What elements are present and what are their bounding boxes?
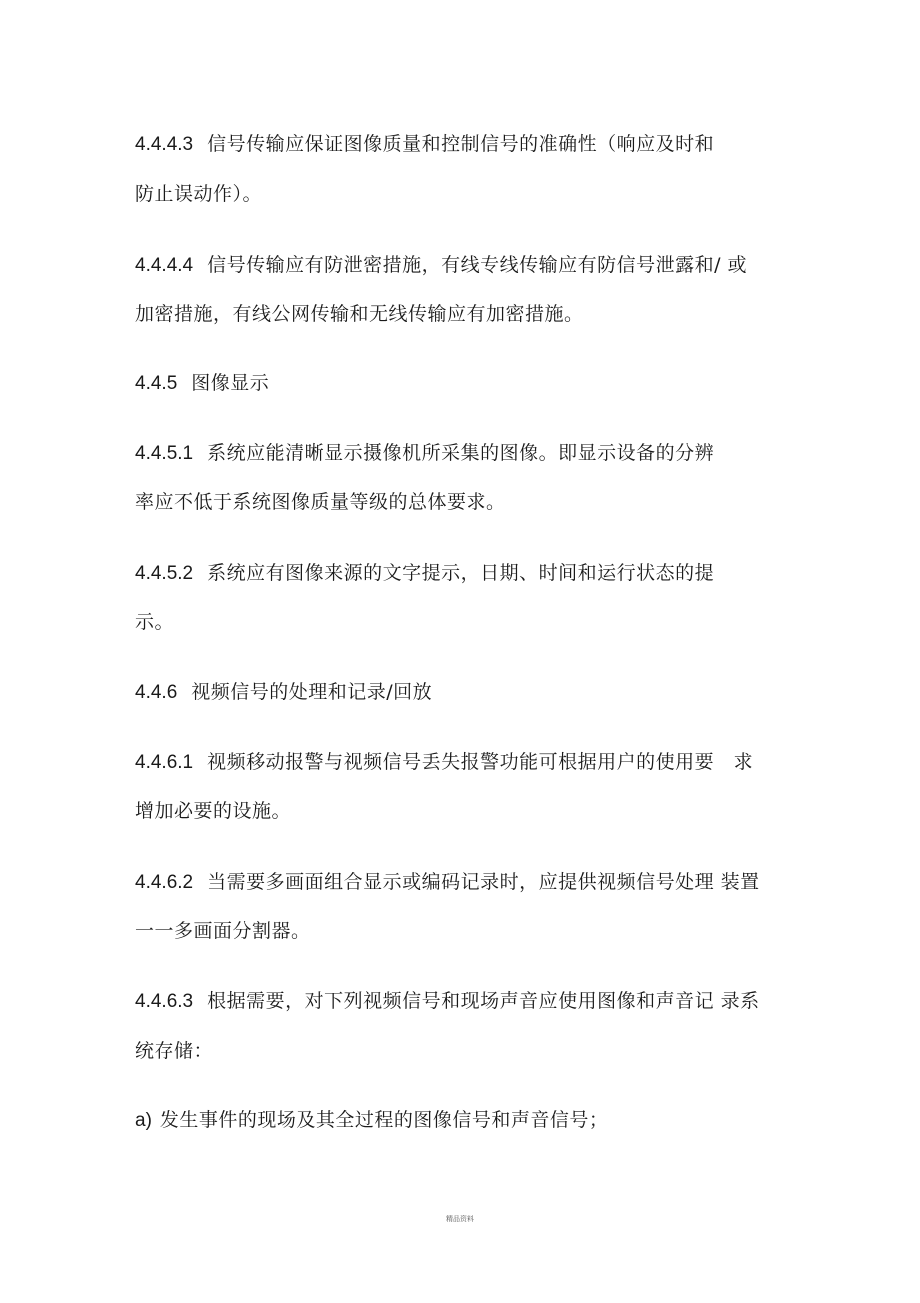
paragraph-text: 系统应有图像来源的文字提示，日期、时间和运行状态的提 xyxy=(207,562,715,584)
heading-4-4-5 xyxy=(135,370,269,397)
paragraph-text: 信号传输应保证图像质量和控制信号的准确性（响应及时和 xyxy=(207,133,715,155)
section-number: 4.4.5.1 xyxy=(135,443,194,464)
section-number: 4.4.6 xyxy=(135,682,178,703)
paragraph-text: 系统应能清晰显示摄像机所采集的图像。即显示设备的分辨 xyxy=(207,442,715,464)
paragraph-4-4-5-1-line2: 率应不低于系统图像质量等级的总体要求。 xyxy=(135,491,506,513)
section-number: 4.4.6.1 xyxy=(135,752,194,773)
list-item-text: 发生事件的现场及其全过程的图像信号和声音信号； xyxy=(159,1109,609,1131)
paragraph-text: 当需要多画面组合显示或编码记录时，应提供视频信号处理 装置 xyxy=(207,871,760,893)
list-marker: a) xyxy=(135,1110,152,1131)
paragraph-4-4-4-3-line1 xyxy=(135,131,714,158)
paragraph-4-4-6-3-line2: 统存储： xyxy=(135,1040,214,1062)
paragraph-4-4-5-1-line1 xyxy=(135,440,714,467)
paragraph-4-4-4-3-line2: 防止误动作）。 xyxy=(135,183,263,205)
paragraph-4-4-4-4-line2: 加密措施，有线公网传输和无线传输应有加密措施。 xyxy=(135,303,584,325)
paragraph-4-4-6-1-line1 xyxy=(135,749,753,776)
paragraph-4-4-5-2-line1 xyxy=(135,560,714,587)
section-number: 4.4.5 xyxy=(135,373,178,394)
paragraph-4-4-5-2-line2: 示。 xyxy=(135,611,175,633)
section-number: 4.4.6.2 xyxy=(135,872,194,893)
paragraph-text: 视频移动报警与视频信号丢失报警功能可根据用户的使用要 求 xyxy=(207,751,754,773)
section-number: 4.4.4.3 xyxy=(135,134,194,155)
paragraph-text: 根据需要，对下列视频信号和现场声音应使用图像和声音记 录系 xyxy=(207,990,760,1012)
paragraph-4-4-6-2-line2: 一一多画面分割器。 xyxy=(135,920,311,942)
paragraph-4-4-6-1-line2: 增加必要的设施。 xyxy=(135,800,292,822)
section-number: 4.4.4.4 xyxy=(135,255,194,276)
section-number: 4.4.5.2 xyxy=(135,563,194,584)
list-item-a xyxy=(135,1107,608,1134)
paragraph-4-4-4-4-line1 xyxy=(135,252,747,279)
section-number: 4.4.6.3 xyxy=(135,991,194,1012)
page-footer: 精品资料 xyxy=(446,1215,474,1223)
paragraph-4-4-6-2-line1 xyxy=(135,869,760,896)
paragraph-4-4-6-3-line1 xyxy=(135,988,760,1015)
heading-text: 图像显示 xyxy=(191,372,270,394)
heading-4-4-6 xyxy=(135,679,432,706)
paragraph-text: 信号传输应有防泄密措施，有线专线传输应有防信号泄露和/ 或 xyxy=(207,254,748,276)
heading-text: 视频信号的处理和记录/回放 xyxy=(191,681,433,703)
